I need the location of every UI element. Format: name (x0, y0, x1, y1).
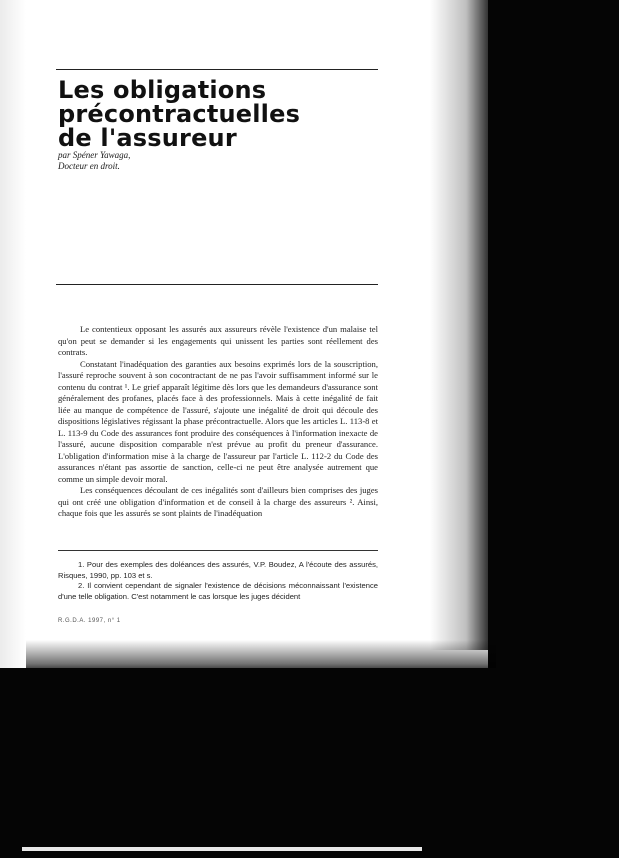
section-rule (56, 284, 378, 285)
author-title: Docteur en droit. (58, 161, 120, 171)
title-line-2: précontractuelles (58, 100, 301, 128)
body-paragraph: Constatant l'inadéquation des garanties aux besoins exprimés lors de la souscription, l'assuré reproche souvent à son cocontractant de ne pas l'avoir suffisamment informé sur le contenu du contrat ¹. Le grief apparaît légitime dès lors que les demandeurs d'assurance sont généralement des profanes, placés face à des professionnels. Mais à cette inégalité de fait liée au manque de compétence de l'assuré, s'ajoute une inégalité de droit qui découle des dispositions législatives régissant la phase précontractuelle. Alors que les articles L. 113-8 et L. 113-9 du Code des assurances font produire des conséquences à l'information inexacte de l'assuré, aucune disposition comparable n'est prévue au profit du preneur d'assurance. L'obligation d'information mise à la charge de l'assureur par l'article L. 112-2 du Code des assurances n'étant pas assortie de sanction, celle-ci ne peut être analysée autrement que comme un simple devoir moral. (58, 358, 378, 484)
footnote-2: 2. Il convient cependant de signaler l'existence de décisions méconnaissant l'existence d'une telle obligation. C'est notamment le cas lorsque les juges décident (58, 581, 378, 601)
body-paragraph: Les conséquences découlant de ces inégalités sont d'ailleurs bien comprises des juges qui ont créé une obligation d'information et de conseil à la charge des assureurs ². Ainsi, chaque fois que les assurés se sont plaints de l'inadéquation (58, 485, 378, 518)
scan-bottom-strip (22, 847, 422, 851)
journal-reference: R.G.D.A. 1997, n° 1 (58, 618, 121, 624)
body-paragraph: Le contentieux opposant les assurés aux assureurs révèle l'existence d'un malaise tel qu'on peut se demander si les engagements qui unissent les parties sont réellement des contrats. (58, 324, 378, 357)
footnotes (58, 560, 378, 602)
article-body (58, 324, 378, 520)
footnote-1: 1. Pour des exemples des doléances des assurés, V.P. Boudez, A l'écoute des assurés, Risques, 1990, pp. 103 et s. (58, 560, 378, 580)
author-block (58, 150, 130, 172)
author-name: par Spéner Yawaga, (58, 150, 131, 160)
top-rule (56, 69, 378, 70)
scan-dark-bottom-area (0, 668, 619, 858)
footnote-rule (58, 550, 378, 551)
article-title (58, 78, 388, 150)
title-line-3: de l'assureur (58, 124, 237, 152)
scan-left-shadow (0, 0, 26, 668)
scan-binding-shadow (430, 0, 490, 650)
title-line-1: Les obligations (58, 76, 267, 104)
